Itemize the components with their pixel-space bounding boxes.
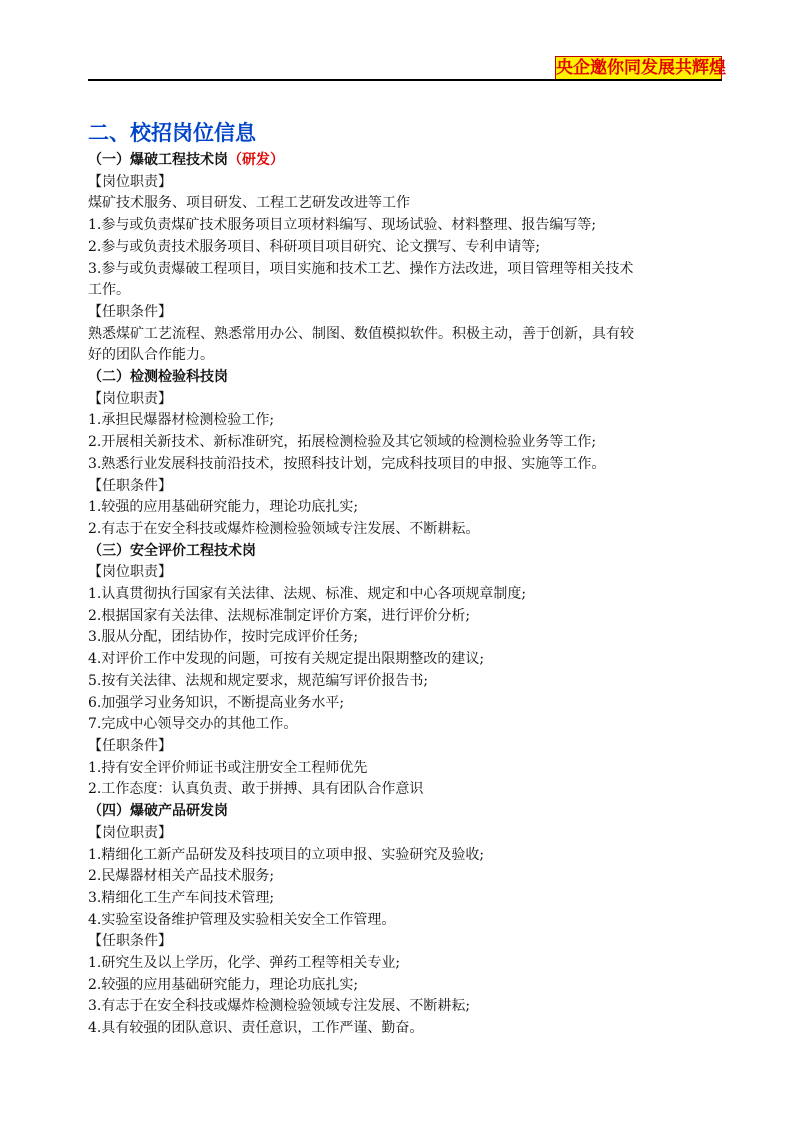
- duty-line: 3.精细化工生产车间技术管理;: [88, 889, 275, 906]
- duties-label: 【岗位职责】: [88, 390, 172, 407]
- section-title: 二、校招岗位信息: [88, 120, 256, 145]
- duty-line: 4.实验室设备维护管理及实验相关安全工作管理。: [88, 911, 396, 928]
- requirement-line: 4.具有较强的团队意识、责任意识，工作严谨、勤奋。: [88, 1020, 424, 1037]
- position-heading-tag: （研发）: [228, 152, 284, 168]
- position-heading: （三）安全评价工程技术岗: [88, 542, 256, 559]
- duty-line: 5.按有关法律、法规和规定要求，规范编写评价报告书;: [88, 672, 429, 689]
- duty-line: 2.民爆器材相关产品技术服务;: [88, 868, 275, 885]
- duty-line: 1.精细化工新产品研发及科技项目的立项申报、实验研究及验收;: [88, 846, 485, 863]
- requirements-label: 【任职条件】: [88, 303, 172, 320]
- position-heading-text: （一）爆破工程技术岗: [88, 152, 228, 168]
- duty-line: 煤矿技术服务、项目研发、工程工艺研发改进等工作: [88, 195, 410, 212]
- position-heading: （二）检测检验科技岗: [88, 369, 228, 386]
- requirement-line: 2.较强的应用基础研究能力，理论功底扎实;: [88, 976, 359, 993]
- requirements-label: 【任职条件】: [88, 933, 172, 950]
- position-heading: （四）爆破产品研发岗: [88, 803, 228, 820]
- duty-line: 3.参与或负责爆破工程项目，项目实施和技术工艺、操作方法改进，项目管理等相关技术: [88, 260, 634, 277]
- duty-line: 2.参与或负责技术服务项目、科研项目项目研究、论文撰写、专利申请等;: [88, 238, 541, 255]
- requirement-line: 熟悉煤矿工艺流程、熟悉常用办公、制图、数值模拟软件。积极主动，善于创新，具有较: [88, 325, 634, 342]
- requirement-line: 3.有志于在安全科技或爆炸检测检验领域专注发展、不断耕耘;: [88, 998, 471, 1015]
- requirements-label: 【任职条件】: [88, 737, 172, 754]
- document-body: [88, 116, 728, 1040]
- duty-line: 1.参与或负责煤矿技术服务项目立项材料编写、现场试验、材料整理、报告编写等;: [88, 217, 597, 234]
- header-rule: [88, 79, 722, 81]
- duties-label: 【岗位职责】: [88, 173, 172, 190]
- duty-line: 2.开展相关新技术、新标准研究，拓展检测检验及其它领域的检测检验业务等工作;: [88, 434, 597, 451]
- requirement-line: 2.工作态度：认真负责、敢于拼搏、具有团队合作意识: [88, 781, 424, 798]
- duty-line: 7.完成中心领导交办的其他工作。: [88, 716, 298, 733]
- header-slogan-badge: 央企邀你同发展共辉煌: [556, 58, 726, 78]
- position-heading: [88, 150, 728, 172]
- requirement-line: 1.研究生及以上学历，化学、弹药工程等相关专业;: [88, 955, 401, 972]
- duty-line: 2.根据国家有关法律、法规标准制定评价方案，进行评价分析;: [88, 607, 471, 624]
- duty-line: 1.认真贯彻执行国家有关法律、法规、标准、规定和中心各项规章制度;: [88, 586, 527, 603]
- duty-line: 3.服从分配，团结协作，按时完成评价任务;: [88, 629, 359, 646]
- requirement-line: 好的团队合作能力。: [88, 347, 214, 364]
- requirements-label: 【任职条件】: [88, 477, 172, 494]
- requirement-line: 2.有志于在安全科技或爆炸检测检验领域专注发展、不断耕耘。: [88, 520, 480, 537]
- requirement-line: 1.较强的应用基础研究能力，理论功底扎实;: [88, 499, 359, 516]
- duty-line: 1.承担民爆器材检测检验工作;: [88, 412, 275, 429]
- duties-label: 【岗位职责】: [88, 824, 172, 841]
- duties-label: 【岗位职责】: [88, 564, 172, 581]
- requirement-line: 1.持有安全评价师证书或注册安全工程师优先: [88, 759, 368, 776]
- duty-line: 3.熟悉行业发展科技前沿技术，按照科技计划，完成科技项目的申报、实施等工作。: [88, 455, 606, 472]
- duty-line: 4.对评价工作中发现的问题，可按有关规定提出限期整改的建议;: [88, 651, 485, 668]
- duty-line: 工作。: [88, 282, 130, 299]
- duty-line: 6.加强学习业务知识，不断提高业务水平;: [88, 694, 345, 711]
